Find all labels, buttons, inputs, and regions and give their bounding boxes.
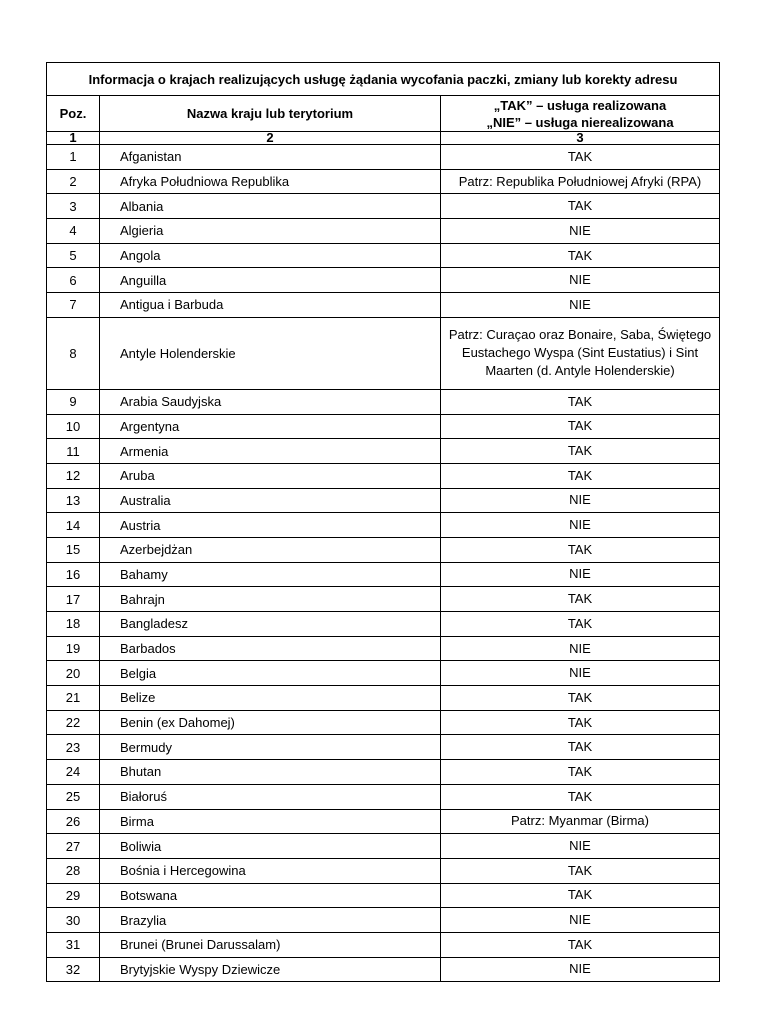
row-country-name: Brazylia [100, 908, 441, 933]
table-row [47, 463, 720, 488]
header-status-line2: „NIE” – usługa nierealizowana [486, 114, 674, 130]
row-service-status: NIE [441, 908, 720, 933]
row-position: 7 [47, 293, 100, 318]
header-row [47, 96, 720, 132]
row-position: 23 [47, 735, 100, 760]
row-position: 11 [47, 439, 100, 464]
row-position: 14 [47, 513, 100, 538]
table-row [47, 957, 720, 982]
row-country-name: Bhutan [100, 760, 441, 785]
table-row [47, 268, 720, 293]
row-service-status: NIE [441, 957, 720, 982]
column-number-3: 3 [441, 132, 720, 145]
row-country-name: Angola [100, 243, 441, 268]
row-service-status: TAK [441, 243, 720, 268]
table-row [47, 562, 720, 587]
row-service-status: NIE [441, 293, 720, 318]
row-country-name: Birma [100, 809, 441, 834]
row-service-status: TAK [441, 784, 720, 809]
row-country-name: Antyle Holenderskie [100, 317, 441, 389]
table-row [47, 784, 720, 809]
row-position: 8 [47, 317, 100, 389]
row-service-status: TAK [441, 463, 720, 488]
row-position: 29 [47, 883, 100, 908]
row-position: 28 [47, 858, 100, 883]
row-service-status: TAK [441, 414, 720, 439]
row-country-name: Afganistan [100, 145, 441, 170]
table-row [47, 219, 720, 244]
table-row [47, 809, 720, 834]
table-row [47, 439, 720, 464]
row-service-status: TAK [441, 858, 720, 883]
table-row [47, 686, 720, 711]
row-country-name: Bermudy [100, 735, 441, 760]
row-position: 3 [47, 194, 100, 219]
table-row [47, 169, 720, 194]
row-service-status: TAK [441, 389, 720, 414]
row-service-status: TAK [441, 883, 720, 908]
row-position: 27 [47, 834, 100, 859]
row-country-name: Botswana [100, 883, 441, 908]
row-country-name: Bośnia i Hercegowina [100, 858, 441, 883]
row-country-name: Bangladesz [100, 612, 441, 637]
row-position: 18 [47, 612, 100, 637]
row-service-status: TAK [441, 710, 720, 735]
row-position: 2 [47, 169, 100, 194]
table-row [47, 908, 720, 933]
row-service-status: TAK [441, 612, 720, 637]
row-position: 17 [47, 587, 100, 612]
row-position: 20 [47, 661, 100, 686]
row-position: 9 [47, 389, 100, 414]
table-row [47, 858, 720, 883]
row-country-name: Benin (ex Dahomej) [100, 710, 441, 735]
row-country-name: Armenia [100, 439, 441, 464]
table-row [47, 834, 720, 859]
row-country-name: Bahrajn [100, 587, 441, 612]
table-row [47, 883, 720, 908]
row-country-name: Bahamy [100, 562, 441, 587]
row-service-status: NIE [441, 488, 720, 513]
table-row [47, 932, 720, 957]
table-row [47, 537, 720, 562]
table-row [47, 661, 720, 686]
header-status [441, 96, 720, 132]
table-row [47, 513, 720, 538]
row-country-name: Albania [100, 194, 441, 219]
row-service-status: NIE [441, 268, 720, 293]
row-service-status: TAK [441, 537, 720, 562]
row-country-name: Arabia Saudyjska [100, 389, 441, 414]
table-title: Informacja o krajach realizujących usługę żądania wycofania paczki, zmiany lub korekty adresu [47, 63, 720, 96]
row-service-status: Patrz: Republika Południowej Afryki (RPA) [441, 169, 720, 194]
table-row [47, 145, 720, 170]
row-position: 10 [47, 414, 100, 439]
table-row [47, 293, 720, 318]
row-country-name: Antigua i Barbuda [100, 293, 441, 318]
row-position: 19 [47, 636, 100, 661]
column-number-1: 1 [47, 132, 100, 145]
row-country-name: Argentyna [100, 414, 441, 439]
row-service-status: TAK [441, 194, 720, 219]
row-service-status: TAK [441, 735, 720, 760]
row-position: 32 [47, 957, 100, 982]
row-position: 22 [47, 710, 100, 735]
row-position: 16 [47, 562, 100, 587]
row-service-status: NIE [441, 661, 720, 686]
row-country-name: Azerbejdżan [100, 537, 441, 562]
row-country-name: Brytyjskie Wyspy Dziewicze [100, 957, 441, 982]
row-position: 24 [47, 760, 100, 785]
row-service-status: NIE [441, 219, 720, 244]
row-position: 15 [47, 537, 100, 562]
row-position: 1 [47, 145, 100, 170]
row-position: 25 [47, 784, 100, 809]
row-service-status: TAK [441, 686, 720, 711]
header-name: Nazwa kraju lub terytorium [100, 96, 441, 132]
row-position: 31 [47, 932, 100, 957]
row-service-status: TAK [441, 145, 720, 170]
row-service-status: TAK [441, 760, 720, 785]
row-country-name: Aruba [100, 463, 441, 488]
row-country-name: Belgia [100, 661, 441, 686]
table-row [47, 194, 720, 219]
row-service-status: NIE [441, 834, 720, 859]
table-row [47, 612, 720, 637]
row-country-name: Australia [100, 488, 441, 513]
row-service-status: NIE [441, 636, 720, 661]
row-country-name: Barbados [100, 636, 441, 661]
header-poz: Poz. [47, 96, 100, 132]
table-row [47, 389, 720, 414]
row-service-status: Patrz: Curaçao oraz Bonaire, Saba, Świętego Eustachego Wyspa (Sint Eustatius) i Sint Maarten (d. Antyle Holenderskie) [441, 317, 720, 389]
row-service-status: NIE [441, 562, 720, 587]
row-country-name: Algieria [100, 219, 441, 244]
row-position: 21 [47, 686, 100, 711]
header-status-line1: „TAK” – usługa realizowana [493, 97, 667, 113]
table-row [47, 735, 720, 760]
row-position: 13 [47, 488, 100, 513]
row-country-name: Brunei (Brunei Darussalam) [100, 932, 441, 957]
table-body [47, 145, 720, 982]
table-row [47, 710, 720, 735]
table-row [47, 243, 720, 268]
row-country-name: Afryka Południowa Republika [100, 169, 441, 194]
row-position: 6 [47, 268, 100, 293]
row-service-status: NIE [441, 513, 720, 538]
row-country-name: Austria [100, 513, 441, 538]
row-service-status: TAK [441, 587, 720, 612]
title-row [47, 63, 720, 96]
table-row [47, 317, 720, 389]
table-row [47, 760, 720, 785]
row-position: 5 [47, 243, 100, 268]
row-service-status: TAK [441, 439, 720, 464]
row-service-status: Patrz: Myanmar (Birma) [441, 809, 720, 834]
row-country-name: Belize [100, 686, 441, 711]
table-row [47, 636, 720, 661]
table-row [47, 488, 720, 513]
row-country-name: Anguilla [100, 268, 441, 293]
row-position: 4 [47, 219, 100, 244]
row-position: 30 [47, 908, 100, 933]
table-row [47, 414, 720, 439]
row-position: 12 [47, 463, 100, 488]
row-country-name: Boliwia [100, 834, 441, 859]
table-row [47, 587, 720, 612]
row-country-name: Białoruś [100, 784, 441, 809]
row-position: 26 [47, 809, 100, 834]
column-number-row [47, 132, 720, 145]
column-number-2: 2 [100, 132, 441, 145]
row-service-status: TAK [441, 932, 720, 957]
countries-table [46, 62, 720, 982]
